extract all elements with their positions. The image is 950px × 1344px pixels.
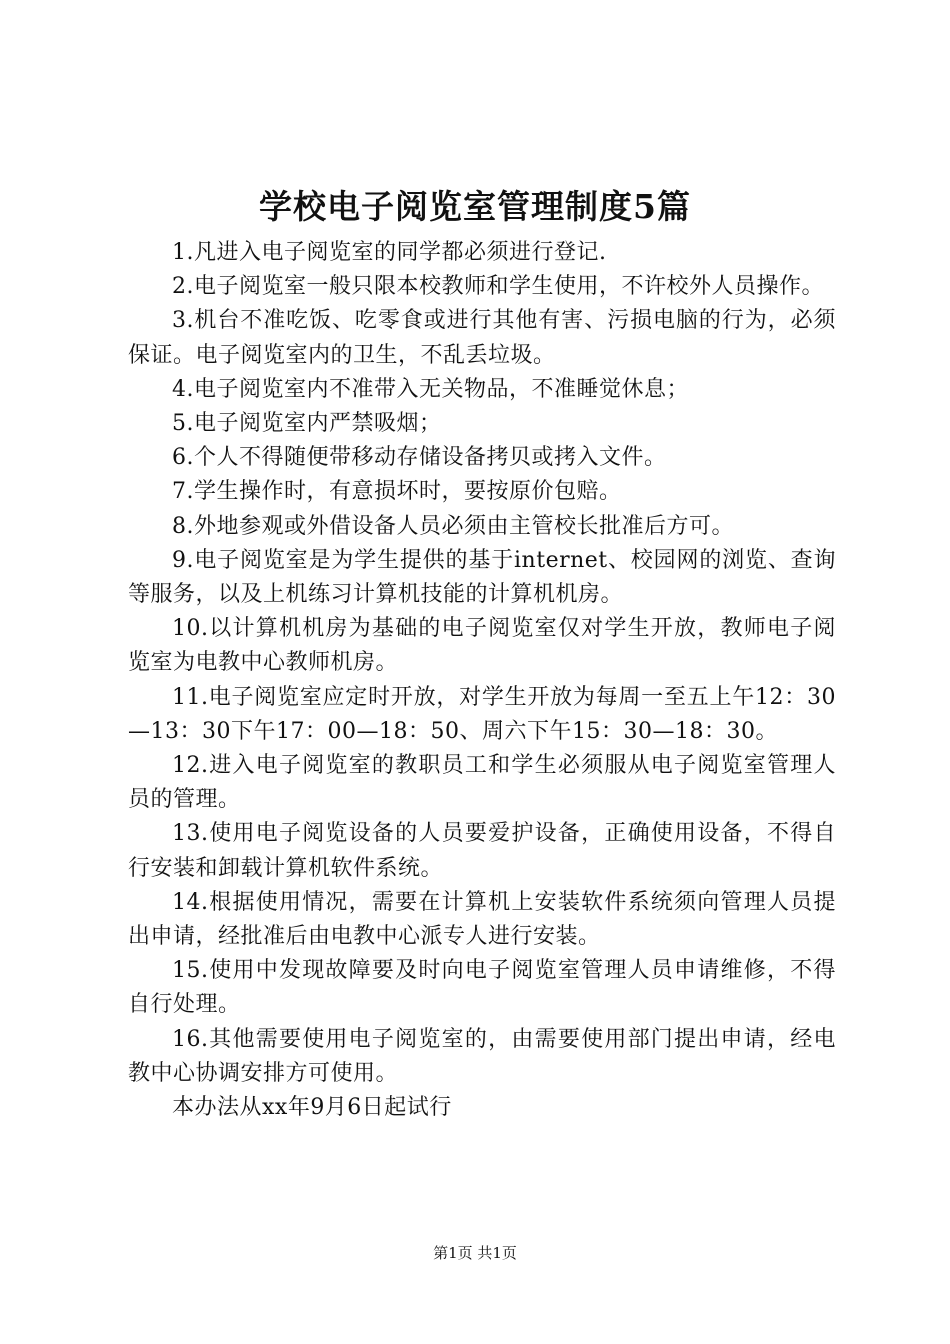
document-body	[128, 236, 836, 1125]
rule-paragraph: 3.机台不准吃饭、吃零食或进行其他有害、污损电脑的行为，必须保证。电子阅览室内的卫生，不乱丢垃圾。	[128, 308, 836, 368]
rule-paragraph: 1.凡进入电子阅览室的同学都必须进行登记.	[172, 240, 607, 265]
document-title: 学校电子阅览室管理制度5篇	[259, 187, 691, 226]
rule-paragraph: 10.以计算机机房为基础的电子阅览室仅对学生开放，教师电子阅览室为电教中心教师机房。	[128, 616, 836, 676]
rule-paragraph: 12.进入电子阅览室的教职员工和学生必须服从电子阅览室管理人员的管理。	[128, 753, 836, 813]
rule-paragraph: 6.个人不得随便带移动存储设备拷贝或拷入文件。	[172, 445, 667, 471]
rule-paragraph: 11.电子阅览室应定时开放，对学生开放为每周一至五上午12：30—13：30下午17：00—18：50、周六下午15：30—18：30。	[128, 684, 836, 744]
rule-paragraph: 13.使用电子阅览设备的人员要爱护设备，正确使用设备，不得自行安装和卸载计算机软件系统。	[128, 821, 836, 881]
rule-paragraph: 7.学生操作时，有意损坏时，要按原价包赔。	[172, 479, 622, 505]
rule-paragraph: 14.根据使用情况，需要在计算机上安装软件系统须向管理人员提出申请，经批准后由电教中心派专人进行安装。	[128, 889, 836, 950]
rule-paragraph: 8.外地参观或外借设备人员必须由主管校长批准后方可。	[172, 513, 734, 539]
rule-paragraph: 9.电子阅览室是为学生提供的基于internet、校园网的浏览、查询等服务，以及上机练习计算机技能的计算机机房。	[128, 547, 836, 608]
page-number-footer: 第1页 共1页	[433, 1244, 517, 1262]
rule-paragraph: 4.电子阅览室内不准带入无关物品，不准睡觉休息；	[172, 376, 689, 402]
rule-paragraph: 15.使用中发现故障要及时向电子阅览室管理人员申请维修，不得自行处理。	[128, 958, 836, 1018]
rule-paragraph: 5.电子阅览室内严禁吸烟；	[172, 411, 442, 437]
effective-date-paragraph: 本办法从xx年9月6日起试行	[172, 1095, 452, 1121]
rule-paragraph: 16.其他需要使用电子阅览室的，由需要使用部门提出申请，经电教中心协调安排方可使用。	[128, 1026, 836, 1086]
rule-paragraph: 2.电子阅览室一般只限本校教师和学生使用，不许校外人员操作。	[172, 274, 824, 300]
